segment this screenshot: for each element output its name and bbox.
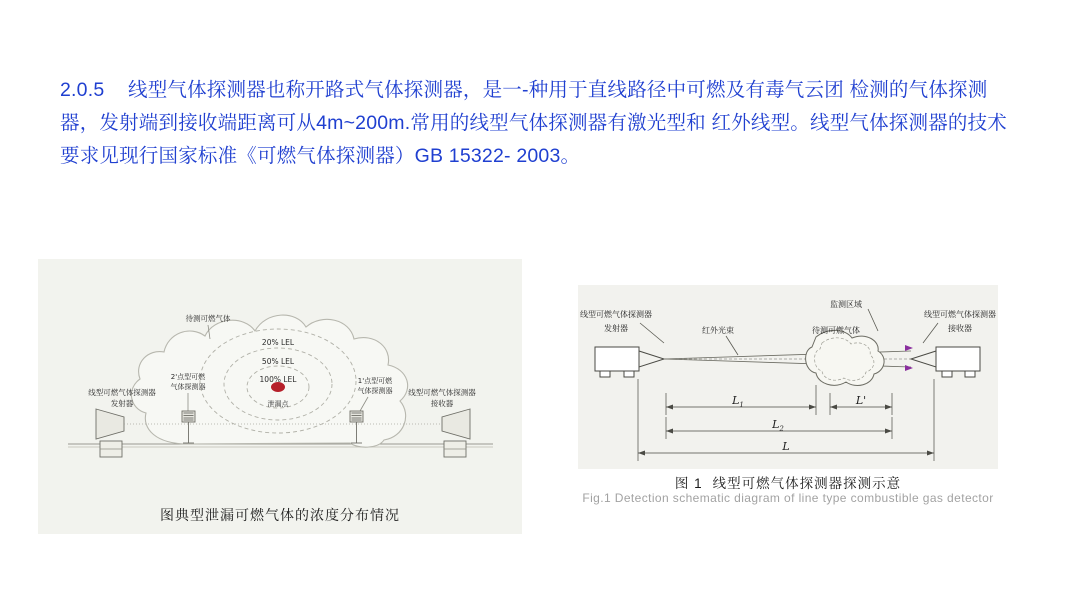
- svg-text:接收器: 接收器: [948, 324, 972, 333]
- clause-number: 2.0.5: [60, 79, 105, 101]
- svg-text:20% LEL: 20% LEL: [261, 338, 295, 347]
- figure-right-caption-number: 图 1: [674, 476, 703, 491]
- svg-text:线型可燃气体探测器: 线型可燃气体探测器: [408, 388, 476, 397]
- paragraph-line-1: 线型气体探测器也称开路式气体探测器，是一-种用于直线路径中可燃及有毒气云团: [128, 79, 844, 101]
- figure-left-caption: 图典型泄漏可燃气体的浓度分布情况: [160, 507, 400, 523]
- svg-text:1'点型可燃: 1'点型可燃: [357, 377, 393, 385]
- svg-text:L2: $L_2$: [772, 418, 784, 433]
- paragraph-line-4: 2003。: [516, 145, 581, 167]
- svg-text:待测可燃气体: 待测可燃气体: [812, 326, 860, 335]
- figure-right-caption: [578, 472, 998, 492]
- svg-text:监测区域: 监测区域: [830, 300, 862, 309]
- paragraph-line-3: 红外线型。线型气体探测器的技术要求见现行国家标准《可燃气体探测器）GB 15322-: [60, 112, 1008, 167]
- svg-text:气体探测器: 气体探测器: [170, 383, 206, 391]
- svg-text:线型可燃气体探测器: 线型可燃气体探测器: [88, 388, 156, 397]
- svg-text:气体探测器: 气体探测器: [357, 387, 393, 395]
- svg-text:L1: $L_1$: [732, 394, 744, 409]
- figure-right-caption-text: 线型可燃气体探测器探测示意: [712, 476, 902, 491]
- clause-paragraph: [60, 74, 1020, 173]
- svg-text:100% LEL: 100% LEL: [259, 375, 297, 384]
- svg-text:发射器: 发射器: [604, 324, 628, 333]
- svg-text:L': L': [855, 394, 867, 407]
- svg-text:L: L: [782, 440, 790, 453]
- figure-right-detection-schematic: [578, 285, 998, 469]
- svg-text:线型可燃气体探测器: 线型可燃气体探测器: [924, 310, 996, 319]
- paragraph-line-2: 检测的气体探测器，发射端到接收端距离可从4m~200m.常用的线型气体探测器有激光型和: [60, 79, 988, 134]
- svg-text:待测可燃气体: 待测可燃气体: [185, 314, 231, 323]
- svg-text:发射器: 发射器: [110, 399, 134, 408]
- svg-text:线型可燃气体探测器: 线型可燃气体探测器: [580, 310, 652, 319]
- svg-text:红外光束: 红外光束: [702, 326, 734, 335]
- figure-right-drawing: [578, 285, 998, 469]
- svg-text:接收器: 接收器: [430, 399, 454, 408]
- figure-left-gas-concentration-distribution: [38, 259, 522, 534]
- svg-text:2'点型可燃: 2'点型可燃: [170, 373, 206, 381]
- figure-right-caption-english: Fig.1 Detection schematic diagram of line type combustible gas detector: [582, 491, 994, 505]
- figure-left-drawing: [38, 259, 522, 534]
- svg-text:50% LEL: 50% LEL: [261, 357, 295, 366]
- svg-text:泄漏点: 泄漏点: [267, 400, 289, 408]
